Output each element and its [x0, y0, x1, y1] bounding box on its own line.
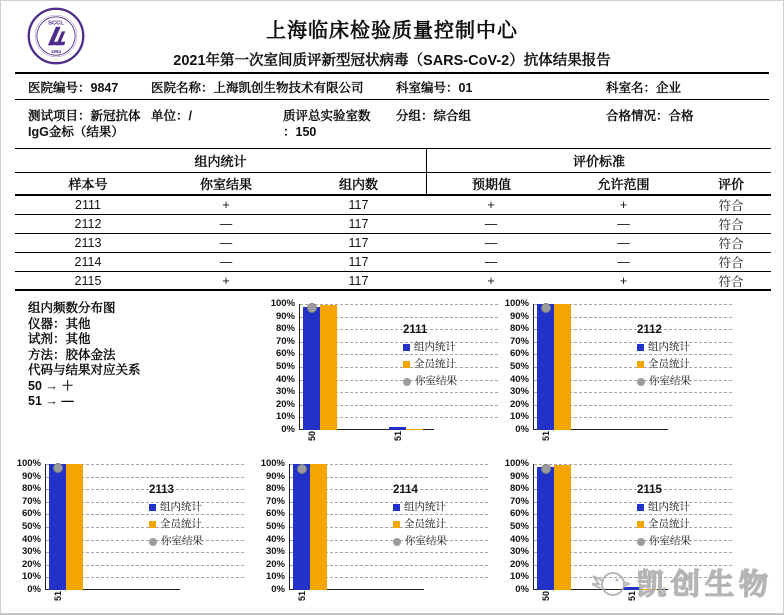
table-cell: — — [426, 215, 556, 234]
legend-swatch-icon — [637, 344, 644, 351]
legend-marker-icon — [637, 378, 645, 386]
y-tick-label: 10% — [509, 571, 529, 583]
legend-title: 2115 — [637, 484, 662, 496]
distribution-block-title: 组内频数分布图 — [28, 301, 116, 315]
legend-item — [637, 516, 737, 533]
legend-item — [637, 499, 737, 516]
chart-legend — [403, 324, 503, 390]
logo-year: 1984 — [50, 48, 62, 54]
y-tick-label: 90% — [509, 470, 529, 482]
info-cell — [396, 80, 472, 96]
legend-label: 你室结果 — [161, 535, 203, 547]
bar-group-stats — [293, 464, 310, 590]
y-tick-label: 20% — [21, 558, 41, 570]
bar-global-stats — [406, 429, 423, 430]
x-tick-label: 50 — [541, 591, 551, 602]
legend-item — [637, 533, 737, 550]
watermark-text: 凯创生物 — [636, 569, 773, 601]
legend-swatch-icon — [149, 504, 156, 511]
x-tick-label: 51 — [53, 591, 63, 602]
y-tick-label: 70% — [21, 495, 41, 507]
table-cell: 符合 — [691, 253, 771, 272]
info-label: 质评总实验室数 — [283, 109, 371, 123]
x-tick-label: 51 — [297, 591, 307, 602]
y-tick-label: 80% — [509, 483, 529, 495]
legend-item — [403, 356, 503, 373]
rooster-icon — [591, 566, 631, 600]
info-cell — [396, 108, 471, 124]
table-cell: — — [426, 234, 556, 253]
chart-legend — [637, 324, 737, 390]
y-tick-label: 10% — [275, 411, 295, 423]
y-tick-label: 100% — [16, 458, 41, 469]
side-info-line: 试剂：其他 — [28, 332, 91, 346]
y-tick-label: 10% — [509, 411, 529, 423]
y-tick-label: 40% — [509, 533, 529, 545]
y-tick-label: 100% — [504, 458, 529, 469]
info-value-line2: ：150 — [283, 125, 317, 139]
table-cell: 117 — [291, 234, 426, 253]
info-label: 科室编号： — [396, 81, 459, 95]
table-cell: — — [556, 253, 691, 272]
y-tick-label: 0% — [27, 584, 41, 595]
group-header-evaluation-criteria: 评价标准 — [426, 149, 771, 173]
y-tick-label: 30% — [509, 546, 529, 558]
table-cell: 符合 — [691, 234, 771, 253]
legend-item — [403, 373, 503, 390]
legend-label: 组内统计 — [648, 501, 690, 513]
info-value: 合格 — [668, 109, 694, 123]
legend-title: 2112 — [637, 324, 662, 336]
bar-group-stats — [537, 304, 554, 430]
bar-global-stats — [554, 304, 571, 430]
info-value: / — [188, 109, 192, 123]
table-cell: — — [161, 215, 291, 234]
distribution-chart-2114 — [253, 458, 498, 615]
code-map-line: 51 → — — [28, 394, 74, 408]
table-cell: 117 — [291, 272, 426, 291]
legend-swatch-icon — [637, 361, 644, 368]
column-header: 你室结果 — [161, 173, 291, 196]
lab-result-dot — [53, 463, 63, 473]
x-tick-label: 51 — [627, 591, 637, 602]
table-cell: + — [556, 272, 691, 291]
legend-title: 2114 — [393, 484, 418, 496]
y-tick-label: 60% — [265, 508, 285, 520]
y-tick-label: 50% — [275, 361, 295, 372]
info-value-line2: IgG金标（结果） — [28, 125, 124, 139]
y-tick-label: 70% — [509, 495, 529, 507]
table-cell: — — [556, 234, 691, 253]
legend-item — [637, 373, 737, 390]
legend-label: 全员统计 — [160, 518, 202, 530]
legend-item — [149, 516, 249, 533]
y-tick-label: 90% — [21, 470, 41, 482]
legend-swatch-icon — [393, 504, 400, 511]
table-cell: 2112 — [15, 215, 161, 234]
info-value: 01 — [458, 81, 473, 95]
info-value: 9847 — [90, 81, 119, 95]
y-tick-label: 60% — [21, 508, 41, 520]
table-cell: + — [161, 196, 291, 215]
side-info-line: 方法：胶体金法 — [28, 347, 116, 362]
y-tick-label: 10% — [21, 571, 41, 583]
info-label: 医院编号： — [28, 81, 91, 95]
legend-label: 全员统计 — [404, 518, 446, 530]
legend-label: 组内统计 — [648, 341, 690, 353]
info-label: 分组： — [396, 109, 434, 123]
code-map-line: 50 → ＋ — [28, 378, 74, 393]
lab-result-dot — [541, 464, 551, 474]
y-tick-label: 0% — [271, 584, 285, 595]
org-name: 上海临床检验质量控制中心 — [266, 20, 518, 42]
bar-global-stats — [310, 464, 327, 590]
legend-marker-icon — [393, 538, 401, 546]
info-value: 上海凯创生物技术有限公司 — [213, 81, 364, 95]
legend-label: 你室结果 — [405, 535, 447, 547]
group-header-in-group-stats: 组内统计 — [15, 149, 426, 173]
info-cell — [151, 108, 192, 124]
y-tick-label: 100% — [504, 298, 529, 309]
table-cell: 117 — [291, 215, 426, 234]
y-tick-label: 40% — [21, 533, 41, 545]
y-tick-label: 100% — [270, 298, 295, 309]
info-cell — [28, 108, 141, 140]
legend-marker-icon — [149, 538, 157, 546]
info-row-1 — [15, 73, 769, 100]
table-cell: 2114 — [15, 253, 161, 272]
legend-item — [637, 339, 737, 356]
info-cell — [606, 108, 694, 124]
y-tick-label: 10% — [265, 571, 285, 583]
info-cell — [151, 80, 364, 96]
y-tick-label: 40% — [509, 373, 529, 385]
y-tick-label: 50% — [509, 521, 529, 532]
x-tick-label: 51 — [541, 431, 551, 442]
y-tick-label: 60% — [509, 508, 529, 520]
table-cell: 2113 — [15, 234, 161, 253]
column-header: 评价 — [691, 173, 771, 196]
column-header: 预期值 — [426, 173, 556, 196]
bar-global-stats — [66, 464, 83, 590]
info-value: 企业 — [656, 81, 682, 95]
y-tick-label: 30% — [21, 546, 41, 558]
legend-label: 全员统计 — [648, 518, 690, 530]
y-tick-label: 20% — [275, 398, 295, 410]
y-tick-label: 50% — [265, 521, 285, 532]
y-tick-label: 90% — [509, 310, 529, 322]
y-tick-label: 60% — [509, 348, 529, 360]
info-label: 单位： — [151, 109, 189, 123]
info-label: 医院名称： — [151, 81, 214, 95]
distribution-chart-2113 — [9, 458, 254, 615]
info-cell — [283, 108, 371, 140]
lab-result-dot — [307, 303, 317, 313]
results-table — [15, 148, 771, 291]
table-cell: — — [426, 253, 556, 272]
legend-swatch-icon — [403, 361, 410, 368]
y-tick-label: 70% — [275, 335, 295, 347]
legend-item — [149, 533, 249, 550]
y-tick-label: 90% — [275, 310, 295, 322]
watermark — [591, 562, 773, 603]
legend-item — [637, 356, 737, 373]
legend-item — [393, 533, 493, 550]
y-tick-label: 0% — [281, 424, 295, 435]
lab-result-dot — [541, 303, 551, 313]
legend-label: 你室结果 — [649, 535, 691, 547]
legend-label: 组内统计 — [404, 501, 446, 513]
y-tick-label: 0% — [515, 584, 529, 595]
legend-swatch-icon — [637, 521, 644, 528]
legend-swatch-icon — [149, 521, 156, 528]
table-cell: — — [556, 215, 691, 234]
legend-swatch-icon — [637, 504, 644, 511]
lab-result-dot — [297, 464, 307, 474]
table-cell: 2115 — [15, 272, 161, 291]
info-label: 科室名： — [606, 81, 657, 95]
legend-swatch-icon — [393, 521, 400, 528]
column-header: 允许范围 — [556, 173, 691, 196]
distribution-chart-2111 — [263, 298, 508, 456]
distribution-chart-2112 — [497, 298, 742, 456]
table-cell: 符合 — [691, 272, 771, 291]
legend-marker-icon — [637, 538, 645, 546]
legend-item — [393, 499, 493, 516]
table-cell: + — [426, 196, 556, 215]
y-tick-label: 20% — [509, 558, 529, 570]
bar-global-stats — [554, 465, 571, 590]
y-tick-label: 50% — [21, 521, 41, 532]
y-tick-label: 20% — [509, 398, 529, 410]
table-cell: + — [556, 196, 691, 215]
y-tick-label: 40% — [275, 373, 295, 385]
info-value: 综合组 — [433, 109, 472, 123]
legend-marker-icon — [403, 378, 411, 386]
y-tick-label: 100% — [260, 458, 285, 469]
y-tick-label: 70% — [509, 335, 529, 347]
table-cell: + — [161, 272, 291, 291]
legend-label: 全员统计 — [414, 358, 456, 370]
column-header: 组内数 — [291, 173, 426, 196]
y-tick-label: 30% — [265, 546, 285, 558]
side-info-line: 代码与结果对应关系 — [28, 363, 141, 377]
legend-item — [393, 516, 493, 533]
y-tick-label: 90% — [265, 470, 285, 482]
legend-label: 全员统计 — [648, 358, 690, 370]
legend-label: 组内统计 — [414, 341, 456, 353]
y-tick-label: 0% — [515, 424, 529, 435]
legend-label: 组内统计 — [160, 501, 202, 513]
legend-item — [149, 499, 249, 516]
table-cell: 符合 — [691, 196, 771, 215]
info-label: 测试项目： — [28, 109, 91, 123]
y-tick-label: 20% — [265, 558, 285, 570]
table-cell: 符合 — [691, 215, 771, 234]
y-tick-label: 70% — [265, 495, 285, 507]
y-tick-label: 80% — [509, 323, 529, 335]
y-tick-label: 50% — [509, 361, 529, 372]
y-tick-label: 30% — [275, 386, 295, 398]
legend-label: 你室结果 — [649, 375, 691, 387]
legend-swatch-icon — [403, 344, 410, 351]
chart-legend — [393, 484, 493, 550]
legend-title: 2113 — [149, 484, 174, 496]
distribution-info-block — [28, 301, 263, 410]
x-tick-label: 50 — [307, 431, 317, 442]
legend-title: 2111 — [403, 324, 428, 336]
y-tick-label: 30% — [509, 386, 529, 398]
bar-group-stats — [303, 307, 320, 430]
y-tick-label: 80% — [275, 323, 295, 335]
info-label: 合格情况： — [606, 109, 669, 123]
chart-legend — [637, 484, 737, 550]
table-cell: + — [426, 272, 556, 291]
table-cell: — — [161, 234, 291, 253]
y-tick-label: 80% — [265, 483, 285, 495]
y-tick-label: 80% — [21, 483, 41, 495]
report-title: 2021年第一次室间质评新型冠状病毒（SARS-CoV-2）抗体结果报告 — [173, 53, 611, 69]
table-cell: 117 — [291, 253, 426, 272]
y-tick-label: 40% — [265, 533, 285, 545]
column-header: 样本号 — [15, 173, 161, 196]
legend-label: 你室结果 — [415, 375, 457, 387]
side-info-line: 仪器：其他 — [28, 316, 91, 331]
y-tick-label: 60% — [275, 348, 295, 360]
x-tick-label: 51 — [393, 431, 403, 442]
info-value: 新冠抗体 — [90, 109, 141, 123]
table-cell: — — [161, 253, 291, 272]
bar-global-stats — [320, 305, 337, 430]
chart-legend — [149, 484, 249, 550]
bar-group-stats — [537, 467, 554, 590]
table-cell: 117 — [291, 196, 426, 215]
logo-acronym: SCCL — [48, 20, 64, 27]
bar-group-stats — [49, 464, 66, 590]
info-cell — [606, 80, 681, 96]
info-row-2 — [15, 100, 769, 148]
info-cell — [28, 80, 118, 96]
legend-item — [403, 339, 503, 356]
table-cell: 2111 — [15, 196, 161, 215]
